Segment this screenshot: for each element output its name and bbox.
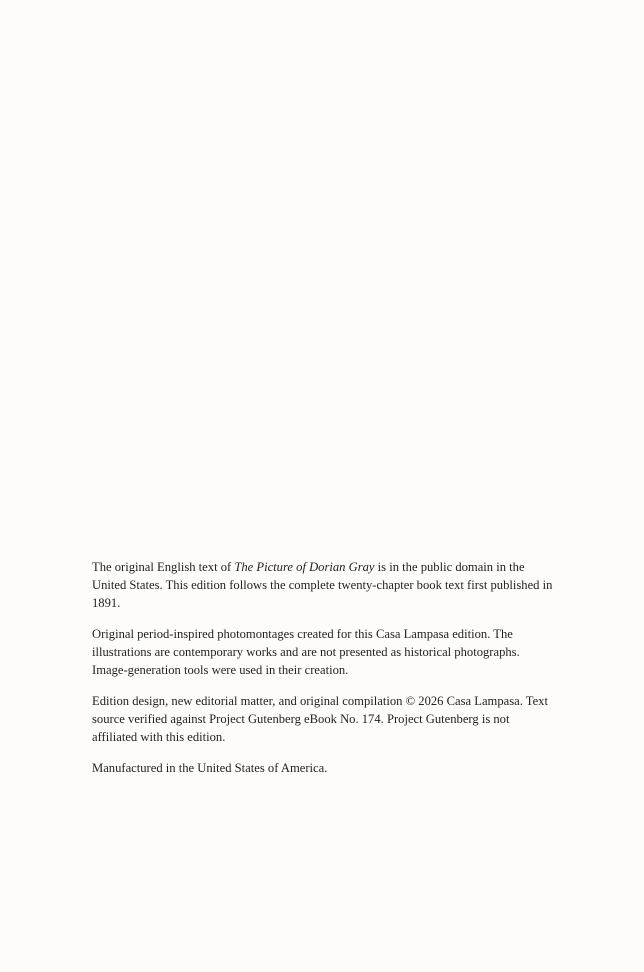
manufacturing-notice: Manufactured in the United States of America. — [92, 761, 328, 775]
book-title: The Picture of Dorian Gray — [234, 560, 375, 574]
public-domain-notice-tail: is in the public domain in the United States. This edition follows the complete twenty-chapter book text first published in 1891. — [92, 560, 553, 610]
copyright-page-text — [92, 558, 554, 790]
public-domain-notice — [92, 558, 554, 612]
public-domain-notice-lead: The original English text of — [92, 560, 235, 574]
illustration-notice: Original period-inspired photomontages created for this Casa Lampasa edition. The illustrations are contemporary works and are not presented as historical photographs. Image-generation tools were used in their creation. — [92, 627, 520, 677]
edition-notice: Edition design, new editorial matter, and original compilation © 2026 Casa Lampasa. Text source verified against Project Gutenberg eBook No. 174. Project Gutenberg is not affiliated with this edition. — [92, 694, 548, 744]
